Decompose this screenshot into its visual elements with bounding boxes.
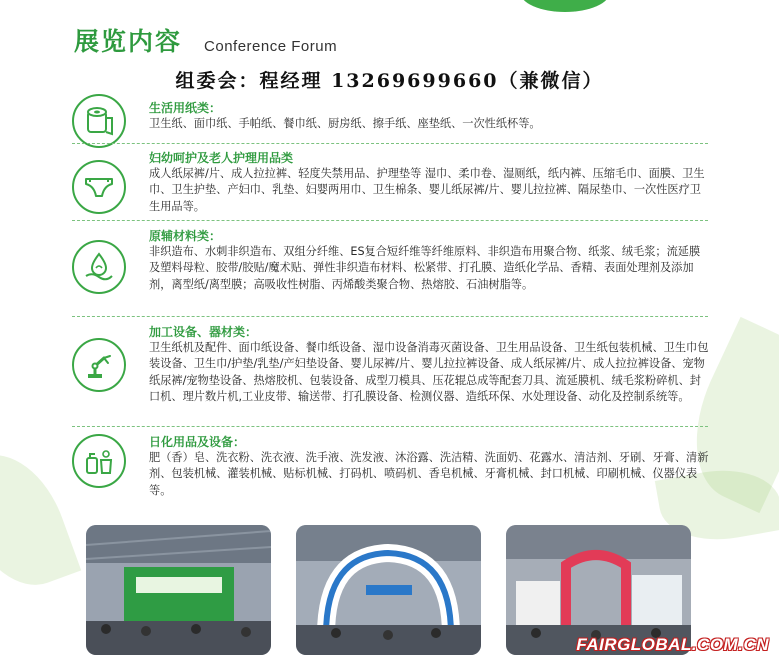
- category-processing-equipment: [72, 320, 712, 430]
- divider: [72, 426, 708, 427]
- category-body: 肥（香）皂、洗衣粉、洗衣液、洗手液、洗发液、沐浴露、洗洁精、洗面奶、花露水、清洁剂、牙刷、牙膏、清新剂、包装机械、灌装机械、贴标机械、打码机、喷码机、香皂机械、牙膏机械、封口机械、印刷机械、仪器仪表等。: [149, 451, 709, 497]
- decorative-leaf: [0, 439, 81, 601]
- raw-material-icon: [72, 240, 126, 294]
- daily-products-icon: [72, 434, 126, 488]
- category-body: 非织造布、水刺非织造布、双组分纤维、ES复合短纤维等纤维原料、非织造布用聚合物、纸浆、绒毛浆；流延膜及塑料母粒、胶带/胶贴/魔术贴、弹性非织造布材料、松紧带、打孔膜、造纸化学品、香精、表面处理剂及添加剂，离型纸/离型膜；高吸收性树脂、丙烯酸类聚合物、热熔胶、石油树脂等。: [149, 245, 701, 291]
- robot-arm-icon: [72, 338, 126, 392]
- divider: [72, 220, 708, 221]
- category-body: 成人纸尿裤/片、成人拉拉裤、轻度失禁用品、护理垫等 湿巾、柔巾卷、湿厕纸，纸内裤、压缩毛巾、面膜、卫生巾、卫生护垫、产妇巾、乳垫、妇婴两用巾、卫生棉条、婴儿纸尿裤/片、婴儿拉拉裤、隔尿垫巾、一次性医疗卫生用品等。: [149, 167, 705, 213]
- site-watermark: FAIRGLOBAL.COM.CN: [576, 635, 769, 654]
- exhibition-photo-2: [296, 525, 481, 655]
- exhibition-photo-1: [86, 525, 271, 655]
- tissue-roll-icon: [72, 94, 126, 148]
- category-title: 妇幼呵护及老人护理用品类: [149, 151, 294, 165]
- category-household-paper: [72, 92, 712, 142]
- category-title: 加工设备、器材类：: [149, 325, 258, 339]
- category-title: 日化用品及设备：: [149, 435, 246, 449]
- divider: [72, 316, 708, 317]
- category-title: 生活用纸类：: [149, 101, 222, 115]
- section-header: [74, 22, 337, 58]
- diaper-icon: [72, 160, 126, 214]
- category-body: 卫生纸、面巾纸、手帕纸、餐巾纸、厨房纸、擦手纸、座垫纸、一次性纸杯等。: [149, 117, 541, 130]
- contact-line: 组委会：程经理 13269699660（兼微信）: [175, 70, 604, 92]
- category-daily-chemicals: [72, 430, 712, 502]
- page-subtitle: Conference Forum: [204, 38, 338, 55]
- category-body: 卫生纸机及配件、面巾纸设备、餐巾纸设备、湿巾设备消毒灭菌设备、卫生用品设备、卫生纸包装机械、卫生巾包装设备、卫生巾/护垫/乳垫/产妇垫设备、婴儿尿裤/片、婴儿拉拉裤设备、成人纸尿裤/片、成人拉拉裤设备、宠物纸尿裤/宠物垫设备、热熔胶机、包装设备、成型刀模具、压花辊总成等配套刀具、流延膜机、绒毛浆粉碎机、封口机、理片数片机,工业皮带、输送带、打孔膜设备、检测仪器、造纸环保、水处理设备、动化及控制系统等。: [149, 341, 709, 404]
- page-title: 展览内容: [74, 27, 183, 56]
- divider: [72, 143, 708, 144]
- category-raw-materials: [72, 224, 712, 312]
- category-title: 原辅材料类：: [149, 229, 222, 243]
- category-maternal-elderly-care: [72, 146, 712, 218]
- decorative-green-blob: [520, 0, 610, 12]
